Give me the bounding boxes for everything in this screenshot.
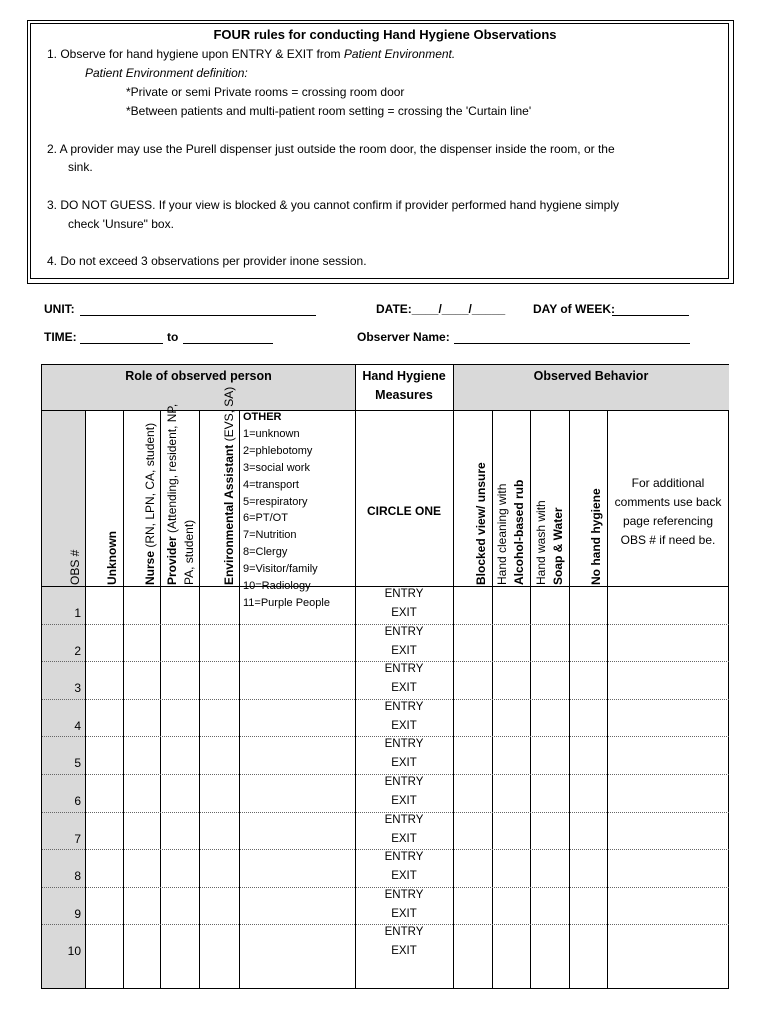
nurse-header: Nurse (RN, LPN, CA, student): [143, 422, 157, 585]
row-divider: [42, 849, 729, 850]
rule-4: 4. Do not exceed 3 observations per provider inone session.: [47, 254, 367, 268]
obs-number: 10: [67, 944, 81, 959]
other-role-item: 11=Purple People: [243, 596, 330, 609]
row-divider: [42, 924, 729, 925]
hh-header-line-1: Hand Hygiene: [362, 369, 446, 383]
other-role-item: 5=respiratory: [243, 495, 308, 508]
entry-option[interactable]: ENTRY: [384, 776, 424, 788]
entry-option[interactable]: ENTRY: [384, 625, 424, 638]
other-role-item: 7=Nutrition: [243, 529, 297, 542]
obs-number: 6: [74, 794, 81, 808]
rule-2-line-2: sink.: [68, 160, 93, 174]
time-to-label: to: [167, 330, 179, 344]
provider-header-line-2: PA, student): [182, 519, 196, 585]
row-divider: [42, 699, 729, 700]
role-header: Role of observed person: [125, 369, 272, 383]
obs-number: 7: [74, 831, 81, 846]
exit-option[interactable]: EXIT: [391, 907, 417, 920]
unknown-header: Unknown: [105, 531, 119, 585]
additional-comments-line: comments use back: [614, 495, 722, 509]
obs-number: 8: [74, 869, 81, 884]
exit-option[interactable]: EXIT: [391, 757, 417, 770]
other-roles-list: [243, 409, 330, 612]
exit-option[interactable]: EXIT: [391, 870, 417, 883]
row-divider: [42, 887, 729, 888]
soap-water-header-line-2: Soap & Water: [551, 507, 565, 585]
date-label[interactable]: DATE:____/____/_____: [376, 302, 506, 316]
alcohol-rub-header: [494, 480, 528, 585]
soap-water-header-line-1: Hand wash with: [534, 500, 548, 585]
entry-option[interactable]: ENTRY: [384, 813, 424, 826]
exit-option[interactable]: EXIT: [391, 719, 417, 732]
observation-table: [41, 364, 729, 989]
obs-number: 3: [74, 681, 81, 696]
other-role-item: 3=social work: [243, 461, 310, 474]
exit-option[interactable]: EXIT: [391, 682, 417, 695]
other-role-item: 8=Clergy: [243, 546, 288, 559]
other-role-item: 9=Visitor/family: [243, 563, 318, 576]
subheader-divider: [42, 586, 729, 587]
row-divider: [42, 736, 729, 737]
rule-3-line-1: 3. DO NOT GUESS. If your view is blocked & you cannot confirm if provider performed hand hygiene simply: [47, 198, 620, 212]
blocked-view-header: Blocked view/ unsure: [474, 462, 488, 585]
time-label: TIME:: [44, 330, 77, 344]
environmental-header: Environmental Assistant (EVS, SA): [222, 386, 236, 585]
rules-title: FOUR rules for conducting Hand Hygiene Observations: [213, 27, 557, 42]
other-role-item: 6=PT/OT: [243, 512, 288, 525]
obs-number: 5: [74, 756, 81, 771]
obs-number: 2: [74, 643, 81, 658]
observer-name-label: Observer Name:: [357, 330, 450, 344]
definition-b: *Between patients and multi-patient room setting = crossing the 'Curtain line': [126, 104, 532, 118]
entry-option[interactable]: ENTRY: [384, 738, 424, 751]
additional-comments-line: For additional: [631, 476, 705, 490]
rule-1: 1. Observe for hand hygiene upon ENTRY & EXIT from Patient Environment.: [47, 47, 456, 61]
additional-comments-note: [607, 474, 729, 550]
obs-number: 4: [74, 718, 81, 733]
row-divider: [42, 624, 729, 625]
other-roles-title: OTHER: [243, 411, 282, 423]
exit-option[interactable]: EXIT: [391, 795, 417, 807]
no-hand-hygiene-header: No hand hygiene: [589, 488, 603, 585]
entry-option[interactable]: ENTRY: [384, 700, 424, 713]
obs-number-header: OBS #: [68, 549, 82, 585]
entry-option[interactable]: ENTRY: [384, 588, 424, 600]
entry-option[interactable]: ENTRY: [384, 663, 424, 676]
exit-option[interactable]: EXIT: [391, 945, 417, 958]
row-divider: [42, 774, 729, 775]
other-role-item: 2=phlebotomy: [243, 444, 313, 457]
soap-water-header: [533, 500, 567, 585]
row-divider: [42, 812, 729, 813]
definition-label: Patient Environment definition:: [85, 66, 248, 80]
unit-field[interactable]: [80, 315, 316, 316]
hh-header-line-2: Measures: [375, 388, 433, 402]
other-role-item: 10=Radiology: [243, 580, 311, 593]
rule-2-line-1: 2. A provider may use the Purell dispenser just outside the room door, the dispenser inside the room, or the: [47, 142, 615, 156]
row-divider: [42, 661, 729, 662]
day-of-week-label: DAY of WEEK:: [533, 302, 616, 316]
rule-3-line-2: check 'Unsure" box.: [68, 217, 174, 231]
time-end-field[interactable]: [183, 343, 273, 344]
circle-one-label: CIRCLE ONE: [366, 504, 441, 518]
alcohol-rub-header-line-2: Alcohol-based rub: [512, 479, 526, 585]
obs-number: 1: [74, 606, 81, 620]
entry-option[interactable]: ENTRY: [384, 851, 424, 864]
entry-option[interactable]: ENTRY: [384, 888, 424, 901]
exit-option[interactable]: EXIT: [391, 644, 417, 657]
other-role-item: 4=transport: [243, 478, 299, 491]
observer-name-field[interactable]: [454, 343, 690, 344]
entry-option[interactable]: ENTRY: [384, 926, 424, 939]
additional-comments-line: OBS # if need be.: [620, 533, 716, 547]
definition-a: *Private or semi Private rooms = crossing room door: [126, 85, 405, 99]
unit-label: UNIT:: [44, 302, 75, 316]
exit-option[interactable]: EXIT: [391, 832, 417, 845]
time-start-field[interactable]: [80, 343, 163, 344]
provider-header: [164, 404, 198, 585]
other-role-item: 1=unknown: [243, 427, 300, 440]
header-divider: [42, 410, 729, 411]
obs-number: 9: [74, 906, 81, 921]
exit-option[interactable]: EXIT: [391, 607, 417, 619]
additional-comments-line: page referencing: [622, 514, 714, 528]
behavior-header: Observed Behavior: [533, 369, 649, 383]
day-of-week-field[interactable]: [612, 315, 689, 316]
alcohol-rub-header-line-1: Hand cleaning with: [495, 483, 509, 585]
provider-header-line-1: Provider (Attending, resident, NP,: [165, 403, 179, 585]
